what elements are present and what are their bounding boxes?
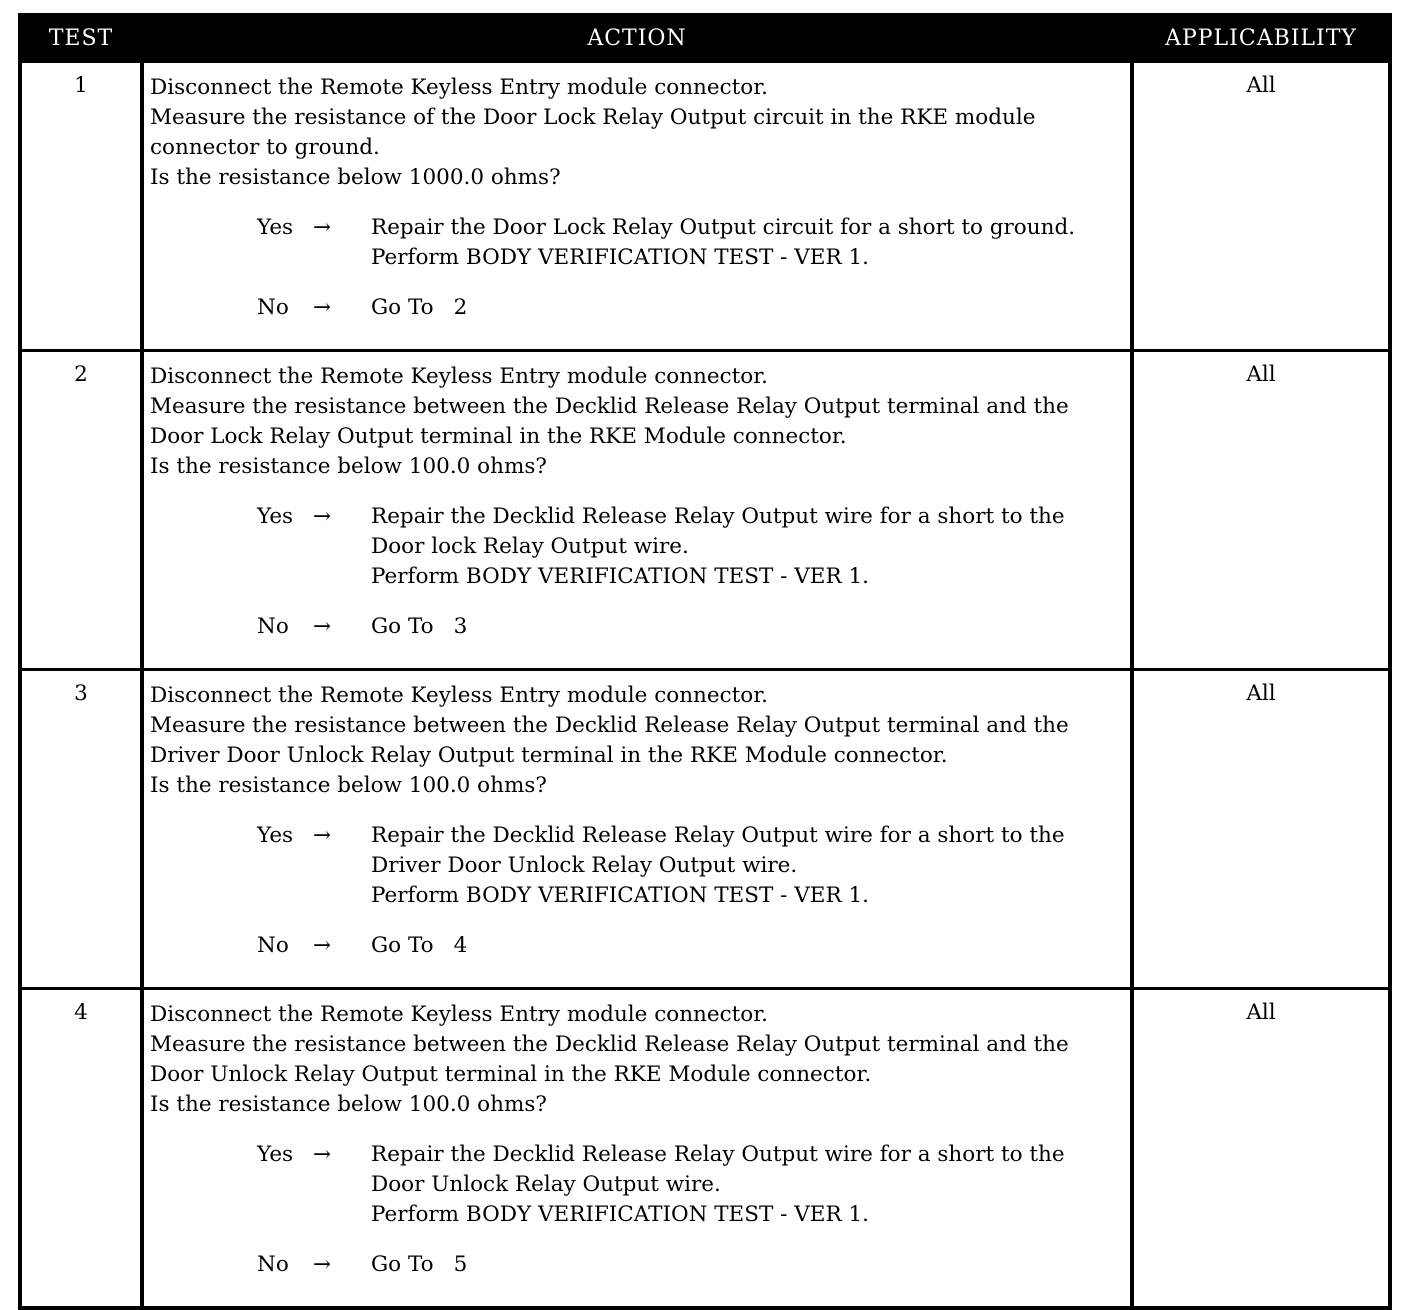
applicability-value: All	[1132, 989, 1390, 1309]
goto-text: Go To	[371, 1252, 434, 1277]
step-text: Door Unlock Relay Output terminal in the RKE Module connector.	[150, 1062, 872, 1087]
result-line: Perform BODY VERIFICATION TEST - VER 1.	[371, 883, 870, 908]
no-label: No	[257, 614, 289, 639]
result-line: Perform BODY VERIFICATION TEST - VER 1.	[371, 564, 870, 589]
goto-text: Go To	[371, 295, 434, 320]
test-number: 2	[20, 351, 142, 670]
yes-response	[257, 502, 1124, 592]
result-line: Repair the Decklid Release Relay Output wire for a short to the	[371, 504, 1065, 529]
no-response	[257, 612, 1124, 642]
yes-result	[371, 213, 1124, 273]
yes-response	[257, 821, 1124, 911]
result-line: Door Unlock Relay Output wire.	[371, 1172, 721, 1197]
yes-result	[371, 821, 1124, 911]
arrow-icon: →	[313, 1252, 332, 1277]
action-cell	[142, 351, 1132, 670]
arrow-icon: →	[313, 823, 332, 848]
result-line: Door lock Relay Output wire.	[371, 534, 689, 559]
test-number: 4	[20, 989, 142, 1309]
test-number: 1	[20, 61, 142, 351]
no-label: No	[257, 933, 289, 958]
step-text: Measure the resistance between the Decklid Release Relay Output terminal and the	[150, 1032, 1069, 1057]
table-header-row	[20, 15, 1390, 61]
applicability-value: All	[1132, 351, 1390, 670]
arrow-icon: →	[313, 504, 332, 529]
yes-label: Yes	[257, 504, 294, 529]
step-text: Is the resistance below 100.0 ohms?	[150, 773, 547, 798]
step-text: Is the resistance below 1000.0 ohms?	[150, 165, 561, 190]
goto-text: Go To	[371, 614, 434, 639]
yes-label: Yes	[257, 823, 294, 848]
no-result	[371, 612, 1124, 642]
action-cell	[142, 670, 1132, 989]
step-text: Measure the resistance between the Decklid Release Relay Output terminal and the	[150, 394, 1069, 419]
action-cell	[142, 989, 1132, 1309]
header-applicability: APPLICABILITY	[1132, 15, 1390, 61]
header-action: ACTION	[142, 15, 1132, 61]
result-line: Repair the Door Lock Relay Output circuit for a short to ground.	[371, 215, 1076, 240]
no-response	[257, 1250, 1124, 1280]
step-text: Disconnect the Remote Keyless Entry module connector.	[150, 1002, 768, 1027]
diagnostic-test-table	[18, 13, 1392, 1310]
goto-step-number: 4	[453, 933, 468, 958]
goto-step-number: 3	[453, 614, 468, 639]
yes-result	[371, 502, 1124, 592]
test-row	[20, 670, 1390, 989]
arrow-icon: →	[313, 215, 332, 240]
no-result	[371, 293, 1124, 323]
arrow-icon: →	[313, 933, 332, 958]
arrow-icon: →	[313, 1142, 332, 1167]
result-line: Repair the Decklid Release Relay Output wire for a short to the	[371, 1142, 1065, 1167]
result-line: Perform BODY VERIFICATION TEST - VER 1.	[371, 245, 870, 270]
step-text: Measure the resistance of the Door Lock Relay Output circuit in the RKE module	[150, 105, 1036, 130]
no-result	[371, 931, 1124, 961]
step-text: Door Lock Relay Output terminal in the RKE Module connector.	[150, 424, 847, 449]
no-response	[257, 931, 1124, 961]
test-row	[20, 989, 1390, 1309]
arrow-icon: →	[313, 614, 332, 639]
yes-label: Yes	[257, 215, 294, 240]
goto-step-number: 5	[453, 1252, 468, 1277]
step-text: connector to ground.	[150, 135, 380, 160]
no-label: No	[257, 295, 289, 320]
no-result	[371, 1250, 1124, 1280]
test-number: 3	[20, 670, 142, 989]
step-text: Driver Door Unlock Relay Output terminal in the RKE Module connector.	[150, 743, 948, 768]
action-cell	[142, 61, 1132, 351]
yes-response	[257, 213, 1124, 273]
step-text: Disconnect the Remote Keyless Entry module connector.	[150, 683, 768, 708]
no-label: No	[257, 1252, 289, 1277]
applicability-value: All	[1132, 670, 1390, 989]
step-text: Measure the resistance between the Decklid Release Relay Output terminal and the	[150, 713, 1069, 738]
yes-response	[257, 1140, 1124, 1230]
step-text: Is the resistance below 100.0 ohms?	[150, 1092, 547, 1117]
result-line: Repair the Decklid Release Relay Output wire for a short to the	[371, 823, 1065, 848]
applicability-value: All	[1132, 61, 1390, 351]
no-response	[257, 293, 1124, 323]
yes-result	[371, 1140, 1124, 1230]
goto-text: Go To	[371, 933, 434, 958]
test-row	[20, 351, 1390, 670]
result-line: Perform BODY VERIFICATION TEST - VER 1.	[371, 1202, 870, 1227]
header-test: TEST	[20, 15, 142, 61]
test-row	[20, 61, 1390, 351]
step-text: Disconnect the Remote Keyless Entry module connector.	[150, 364, 768, 389]
diagnostic-page	[18, 13, 1388, 1277]
yes-label: Yes	[257, 1142, 294, 1167]
result-line: Driver Door Unlock Relay Output wire.	[371, 853, 798, 878]
arrow-icon: →	[313, 295, 332, 320]
goto-step-number: 2	[453, 295, 468, 320]
step-text: Is the resistance below 100.0 ohms?	[150, 454, 547, 479]
step-text: Disconnect the Remote Keyless Entry module connector.	[150, 75, 768, 100]
